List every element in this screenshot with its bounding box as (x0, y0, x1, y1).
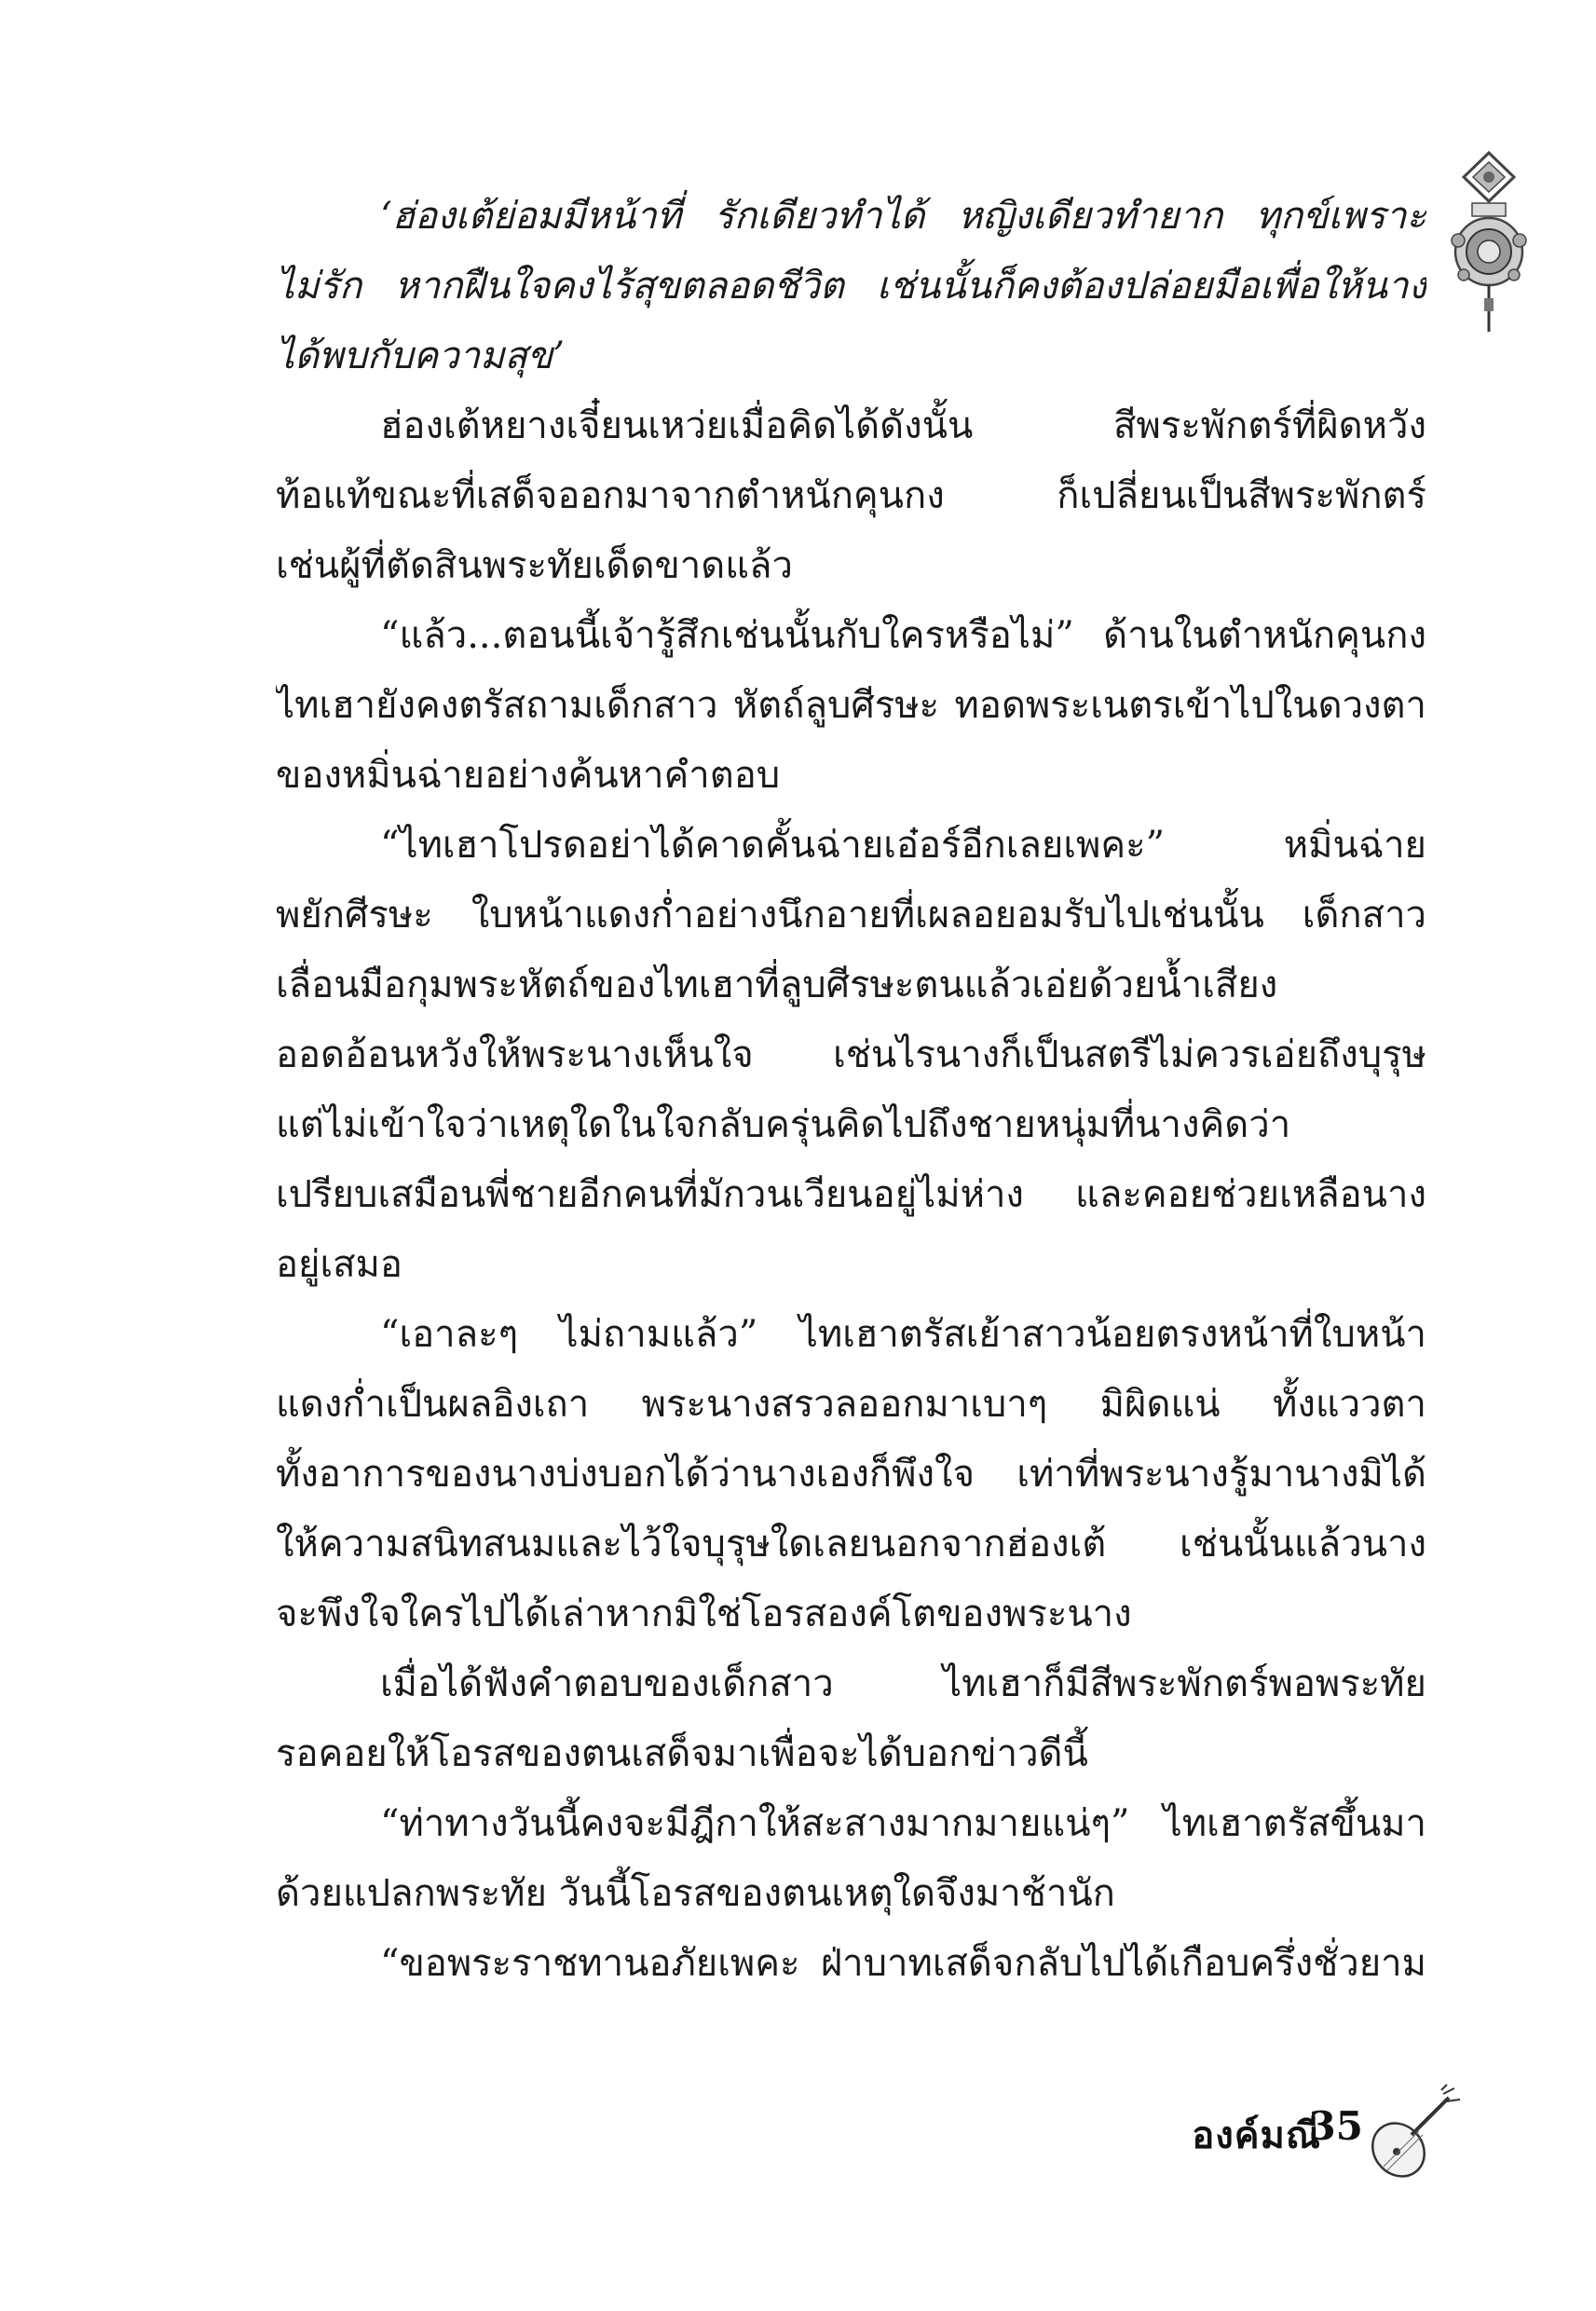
text-line: อยู่เสมอ (276, 1243, 402, 1286)
text-line: รอคอยให้โอรสของตนเสด็จมาเพื่อจะได้บอกข่าวดีนี้ (276, 1732, 1088, 1775)
text-line: แดงก่ำเป็นผลอิงเถา พระนางสรวลออกมาเบาๆ มิผิดแน่ ทั้งแววตา (276, 1383, 1426, 1426)
pipa-lute-icon (1363, 2083, 1466, 2185)
text-line: ‘ฮ่องเต้ย่อมมีหน้าที่ รักเดียวทำได้ หญิงเดียวทำยาก ทุกข์เพราะ (380, 195, 1426, 238)
page-number: 35 (1308, 2103, 1363, 2149)
text-line: ให้ความสนิทสนมและไว้ใจบุรุษใดเลยนอกจากฮ่องเต้ เช่นนั้นแล้วนาง (276, 1523, 1426, 1566)
text-line: “ขอพระราชทานอภัยเพคะ ฝ่าบาทเสด็จกลับไปได้เกือบครึ่งชั่วยาม (380, 1942, 1426, 1985)
text-line: เมื่อได้ฟังคำตอบของเด็กสาว ไทเฮาก็มีสีพระพักตร์พอพระทัย (380, 1662, 1426, 1705)
text-line: พยักศีรษะ ใบหน้าแดงก่ำอย่างนึกอายที่เผลอยอมรับไปเช่นนั้น เด็กสาว (276, 894, 1426, 937)
text-line: “เอาละๆ ไม่ถามแล้ว” ไทเฮาตรัสเย้าสาวน้อยตรงหน้าที่ใบหน้า (380, 1313, 1426, 1356)
body-text (276, 182, 1426, 1999)
text-line: ของหมิ่นฉ่ายอย่างค้นหาคำตอบ (276, 754, 781, 797)
text-line: ออดอ้อนหวังให้พระนางเห็นใจ เช่นไรนางก็เป็นสตรีไม่ควรเอ่ยถึงบุรุษ (276, 1033, 1426, 1076)
text-line: ไม่รัก หากฝืนใจคงไร้สุขตลอดชีวิต เช่นนั้นก็คงต้องปล่อยมือเพื่อให้นาง (276, 265, 1426, 308)
page-footer (1074, 2083, 1466, 2185)
text-line: ฮ่องเต้หยางเจี๋ยนเหว่ยเมื่อคิดได้ดังนั้น สีพระพักตร์ที่ผิดหวัง (380, 404, 1426, 447)
book-title: องค์มณี (1192, 2114, 1321, 2157)
text-line: เลื่อนมือกุมพระหัตถ์ของไทเฮาที่ลูบศีรษะตนแล้วเอ่ยด้วยน้ำเสียง (276, 964, 1278, 1006)
text-line: แต่ไม่เข้าใจว่าเหตุใดในใจกลับครุ่นคิดไปถึงชายหนุ่มที่นางคิดว่า (276, 1103, 1291, 1146)
text-line: ไทเฮายังคงตรัสถามเด็กสาว หัตถ์ลูบศีรษะ ทอดพระเนตรเข้าไปในดวงตา (276, 684, 1426, 727)
text-line: ทั้งอาการของนางบ่งบอกได้ว่านางเองก็พึงใจ เท่าที่พระนางรู้มานางมิได้ (276, 1453, 1426, 1496)
text-line: จะพึงใจใครไปได้เล่าหากมิใช่โอรสองค์โตของพระนาง (276, 1593, 1132, 1635)
chinese-knot-ornament-icon (1447, 149, 1531, 335)
text-line: เปรียบเสมือนพี่ชายอีกคนที่มักวนเวียนอยู่ไม่ห่าง และคอยช่วยเหลือนาง (276, 1173, 1426, 1216)
text-line: ด้วยแปลกพระทัย วันนี้โอรสของตนเหตุใดจึงมาช้านัก (276, 1872, 1115, 1915)
text-line: “ท่าทางวันนี้คงจะมีฎีกาให้สะสางมากมายแน่ๆ” ไทเฮาตรัสขึ้นมา (380, 1802, 1426, 1845)
text-line: ท้อแท้ขณะที่เสด็จออกมาจากตำหนักคุนกง ก็เปลี่ยนเป็นสีพระพักตร์ (276, 474, 1426, 517)
text-line: เช่นผู้ที่ตัดสินพระทัยเด็ดขาดแล้ว (276, 544, 793, 587)
text-line: ได้พบกับความสุข’ (276, 335, 565, 377)
text-line: “ไทเฮาโปรดอย่าได้คาดคั้นฉ่ายเอ๋อร์อีกเลยเพคะ” หมิ่นฉ่าย (380, 824, 1426, 867)
text-line: “แล้ว...ตอนนี้เจ้ารู้สึกเช่นนั้นกับใครหรือไม่” ด้านในตำหนักคุนกง (380, 614, 1426, 657)
